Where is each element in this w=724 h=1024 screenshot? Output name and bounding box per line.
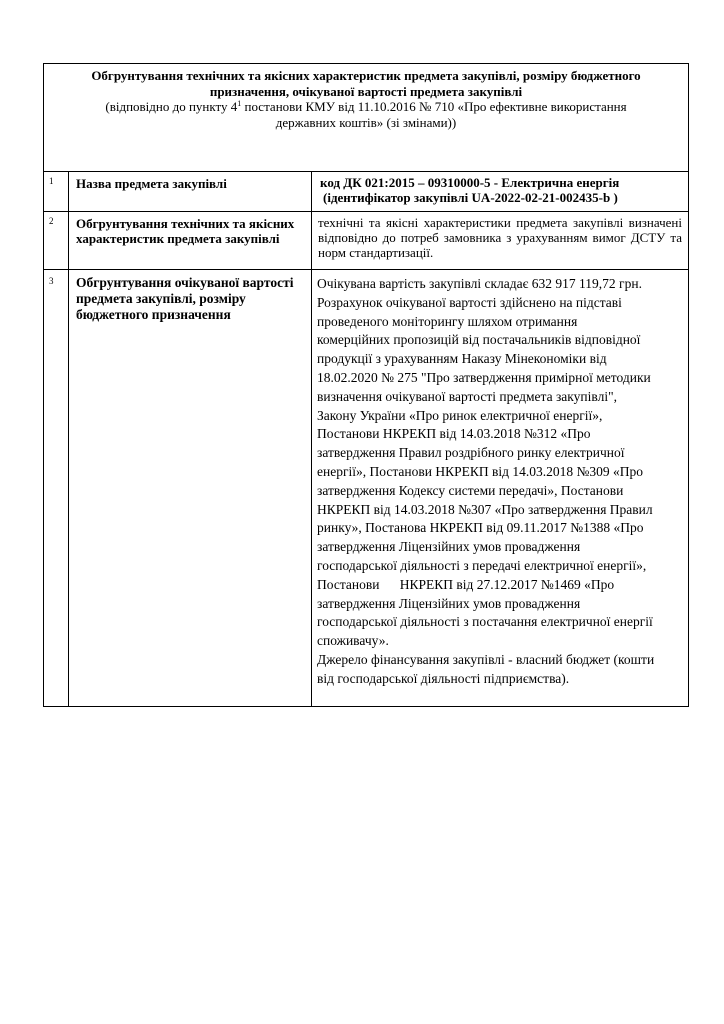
procurement-id: (ідентифікатор закупівлі UA-2022-02-21-002435-b ) [323,190,618,205]
row-value [312,270,689,707]
value-line: Постанови НКРЕКП від 27.12.2017 №1469 «Про [317,576,615,592]
header-subtitle-line2: державних коштів» (зі змінами)) [275,114,457,130]
row-number: 1 [44,172,69,212]
row-label: Обгрунтування технічних та якісних характеристик предмета закупівлі [69,212,312,270]
value-line: затвердження Кодексу системи передачі», Постанови [317,482,624,498]
value-line: проведеного моніторингу шляхом отримання [317,313,578,329]
value-line: Розрахунок очікуваної вартості здійснено на підставі [317,294,622,310]
row-label: Обгрунтування очікуваної вартості предмета закупівлі, розміру бюджетного призначення [69,270,312,707]
value-line: продукції з урахуванням Наказу Мінекономіки від [317,351,607,367]
header-title-line2: призначення, очікуваної вартості предмета закупівлі [209,83,523,99]
value-line: затвердження Правил роздрібного ринку електричної [317,445,625,461]
row-label: Назва предмета закупівлі [69,172,312,212]
justification-table [43,63,689,707]
table-row [44,270,689,707]
value-line: споживачу». [317,633,389,649]
header-title-line1: Обгрунтування технічних та якісних характеристик предмета закупівлі, розміру бюджетного [91,68,641,83]
value-line: ринку», Постанова НКРЕКП від 09.11.2017 №1388 «Про [317,520,644,536]
value-line: затвердження Ліцензійних умов провадження [317,595,581,611]
header-subtitle-pre: (відповідно до пункту 4 [105,99,238,114]
value-line: затвердження Ліцензійних умов провадження [317,539,581,555]
value-line: Очікувана вартість закупівлі складає 632 917 119,72 грн. [317,276,642,291]
table-header [44,64,689,172]
value-line: 18.02.2020 № 275 "Про затвердження примірної методики [317,369,651,385]
value-line: Постанови НКРЕКП від 14.03.2018 №312 «Про [317,426,591,442]
value-line: господарської діяльності з постачання електричної енергії [317,614,653,630]
header-subtitle-post: постанови КМУ від 11.10.2016 № 710 «Про ефективне використання [241,99,627,114]
header-subtitle [44,99,688,115]
row-number: 2 [44,212,69,270]
value-line: комерційних пропозицій від постачальників відповідної [317,332,641,348]
procurement-code: код ДК 021:2015 – 09310000-5 - Електрична енергія [320,175,620,190]
value-line: господарської діяльності з передачі електричної енергії», [317,557,647,573]
value-line: енергії», Постанови НКРЕКП від 14.03.2018 №309 «Про [317,463,643,479]
row-number: 3 [44,270,69,707]
value-line: від господарської діяльності підприємства). [317,670,570,686]
table-row [44,212,689,270]
value-line: Закону України «Про ринок електричної енергії», [317,407,603,423]
value-line: визначення очікуваної вартості предмета закупівлі", [317,388,617,404]
table-row [44,172,689,212]
row-value: технічні та якісні характеристики предмета закупівлі визначені відповідно до потреб замовника з урахуванням вимог ДСТУ та норм стандартизації. [312,212,689,270]
value-line: Джерело фінансування закупівлі - власний бюджет (кошти [317,651,655,667]
row-value [312,172,689,212]
header-subtitle-sup: 1 [237,99,242,108]
value-line: НКРЕКП від 14.03.2018 №307 «Про затвердження Правил [317,501,653,517]
